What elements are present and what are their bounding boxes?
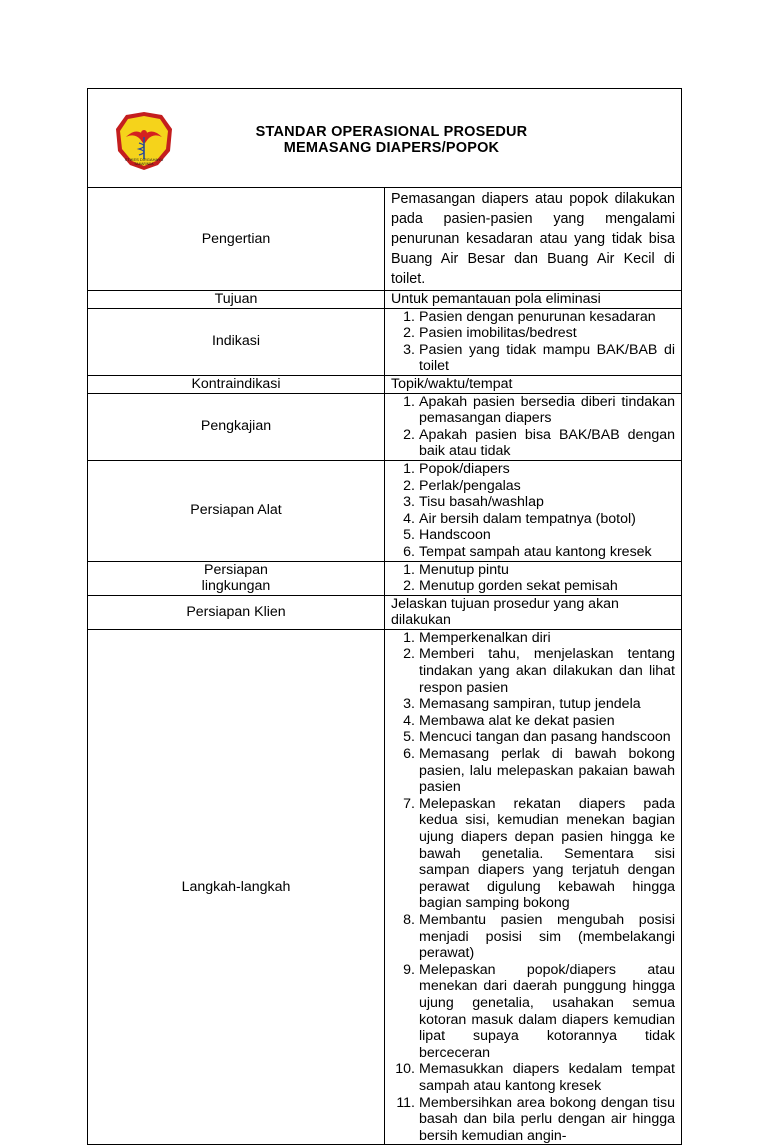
label-persiapan-klien: Persiapan Klien: [88, 595, 385, 629]
list-item: 11. Membersihkan area bokong dengan tisu basah dan bila perlu dengan air hingga bersih kemudian angin-: [396, 1094, 675, 1144]
list-item: 2. Menutup gorden sekat pemisah: [403, 578, 618, 595]
list-item: 3. Memasang sampiran, tutup jendela: [403, 696, 641, 713]
row-pengertian: [88, 188, 682, 291]
label-pengkajian: Pengkajian: [88, 393, 385, 460]
sop-table: [87, 88, 682, 1145]
value-kontraindikasi: Topik/waktu/tempat: [385, 375, 682, 393]
label-persiapan-lingkungan: [88, 561, 385, 595]
list-item: 1. Menutup pintu: [403, 561, 509, 578]
value-pengertian: Pemasangan diapers atau popok dilakukan pada pasien-pasien yang mengalami penurunan kesadaran atau yang tidak bisa Buang Air Besar dan Buang Air Kecil di toilet.: [385, 188, 682, 291]
langkah-list: [391, 630, 675, 1144]
document-title: [88, 124, 681, 156]
title-line-1: STANDAR OPERASIONAL PROSEDUR: [255, 124, 528, 140]
list-item: 3. Tisu basah/washlap: [403, 494, 544, 511]
title-line-2: MEMASANG DIAPERS/POPOK: [283, 140, 500, 156]
label-langkah: Langkah-langkah: [88, 629, 385, 1144]
list-item: 1. Memperkenalkan diri: [403, 629, 551, 646]
list-item: 8. Membantu pasien mengubah posisi menjadi posisi sim (membelakangi perawat): [403, 911, 675, 962]
label-persiapan-alat: Persiapan Alat: [88, 460, 385, 561]
header-row: [88, 89, 682, 188]
seal-lettering: STIKES DIRGAHAYU: [124, 157, 164, 162]
list-item: 10. Memasukkan diapers kedalam tempat sampah atau kantong kresek: [395, 1061, 675, 1094]
value-persiapan-klien: Jelaskan tujuan prosedur yang akan dilakukan: [385, 595, 682, 629]
list-item: 7. Melepaskan rekatan diapers pada kedua sisi, kemudian menekan bagian ujung diapers depan pasien hingga ke bawah genetalia. Sementara sisi sampan diapers yang terjatuh dengan perawat digulung kebawah hingga bagian samping bokong: [403, 795, 675, 912]
list-item: 2. Pasien imobilitas/bedrest: [403, 325, 577, 342]
row-langkah: [88, 629, 682, 1144]
list-item: 2. Perlak/pengalas: [403, 477, 521, 494]
row-pengkajian: [88, 393, 682, 460]
pengkajian-list: [391, 394, 675, 460]
label-tujuan: Tujuan: [88, 291, 385, 309]
label-line: lingkungan: [201, 578, 271, 595]
list-item: 6. Tempat sampah atau kantong kresek: [403, 543, 652, 560]
row-persiapan-alat: [88, 460, 682, 561]
value-pengkajian: [385, 393, 682, 460]
indikasi-list: [391, 309, 675, 375]
value-persiapan-alat: [385, 460, 682, 561]
row-persiapan-lingkungan: [88, 561, 682, 595]
row-kontraindikasi: [88, 375, 682, 393]
list-item: 5. Mencuci tangan dan pasang handscoon: [403, 729, 671, 746]
value-langkah: [385, 629, 682, 1144]
list-item: 3. Pasien yang tidak mampu BAK/BAB di toilet: [403, 341, 675, 375]
value-tujuan: Untuk pemantauan pola eliminasi: [385, 291, 682, 309]
list-item: 1. Apakah pasien bersedia diberi tindakan pemasangan diapers: [403, 393, 675, 427]
persiapan-alat-list: [391, 461, 675, 561]
label-indikasi: Indikasi: [88, 308, 385, 375]
persiapan-lingkungan-list: [391, 562, 675, 595]
header-cell: [88, 89, 682, 188]
value-persiapan-lingkungan: [385, 561, 682, 595]
row-indikasi: [88, 308, 682, 375]
row-persiapan-klien: [88, 595, 682, 629]
list-item: 4. Air bersih dalam tempatnya (botol): [403, 510, 636, 527]
label-kontraindikasi: Kontraindikasi: [88, 375, 385, 393]
row-tujuan: [88, 291, 682, 309]
value-indikasi: [385, 308, 682, 375]
label-pengertian: Pengertian: [88, 188, 385, 291]
list-item: 1. Popok/diapers: [403, 460, 510, 477]
list-item: 6. Memasang perlak di bawah bokong pasien, lalu melepaskan pakaian bawah pasien: [403, 746, 675, 796]
list-item: 1. Pasien dengan penurunan kesadaran: [403, 308, 656, 325]
list-item: 5. Handscoon: [403, 527, 491, 544]
list-item: 4. Membawa alat ke dekat pasien: [403, 712, 615, 729]
list-item: 2. Memberi tahu, menjelaskan tentang tindakan yang akan dilakukan dan lihat respon pasien: [403, 646, 675, 696]
list-item: 9. Melepaskan popok/diapers atau menekan dari daerah punggung hingga ujung genetalia, usahakan semua kotoran masuk dalam diapers kemudian lipat supaya kotorannya tidak berceceran: [403, 961, 675, 1061]
seal-lettering-city: SAMARINDA: [134, 162, 154, 166]
list-item: 2. Apakah pasien bisa BAK/BAB dengan baik atau tidak: [403, 426, 675, 460]
label-line: Persiapan: [204, 561, 268, 578]
